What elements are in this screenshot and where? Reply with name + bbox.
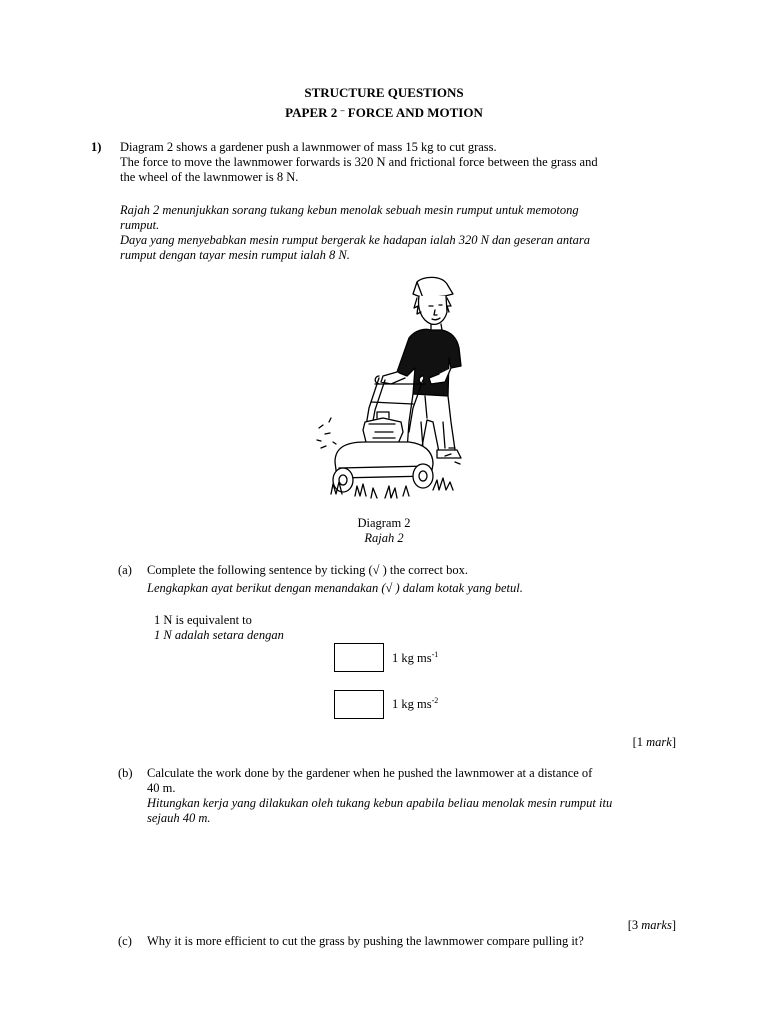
- question-text-ms-line2: rumput.: [120, 218, 160, 232]
- part-a-stem: 1 N is equivalent to: [154, 613, 252, 627]
- option1-label: [392, 651, 438, 666]
- diagram-caption-ms: Rajah 2: [364, 531, 404, 545]
- marks-word: mark: [646, 735, 672, 749]
- part-a-instruction: Complete the following sentence by ticking (√ ) the correct box.: [147, 563, 469, 577]
- title-symbol: –: [340, 106, 345, 115]
- option1-exponent: -1: [431, 650, 439, 659]
- title-line1: STRUCTURE QUESTIONS: [304, 85, 464, 100]
- part-b-ms-line1: Hitungkan kerja yang dilakukan oleh tukang kebun apabila beliau menolak mesin rumput itu: [147, 796, 613, 810]
- paper-subtitle: [0, 103, 768, 120]
- question-text-ms-line3: Daya yang menyebabkan mesin rumput bergerak ke hadapan ialah 320 N dan geseran antara: [120, 233, 590, 247]
- marks-open: [3: [627, 918, 642, 932]
- tick-box-option1[interactable]: [334, 643, 384, 672]
- marks-close: ]: [671, 918, 676, 932]
- part-a-marks: [633, 735, 676, 750]
- option2-exponent: -2: [431, 696, 439, 705]
- marks-open: [1: [632, 735, 647, 749]
- paper-title: [0, 85, 768, 100]
- question-text-ms-line1: Rajah 2 menunjukkan sorang tukang kebun menolak sebuah mesin rumput untuk memotong: [120, 203, 579, 217]
- part-c-label: (c): [118, 934, 132, 948]
- question-number: 1): [91, 140, 102, 154]
- part-b-marks: [628, 918, 676, 933]
- part-c-line1: Why it is more efficient to cut the grass by pushing the lawnmower compare pulling it?: [147, 934, 584, 948]
- tick-box-option2[interactable]: [334, 690, 384, 719]
- part-a-label: (a): [118, 563, 132, 577]
- option2-label: [392, 697, 438, 712]
- gardener-lawnmower-illustration: [305, 272, 475, 504]
- part-b-line2: 40 m.: [147, 781, 176, 795]
- question-text-line2: The force to move the lawnmower forwards is 320 N and frictional force between the grass and: [120, 155, 598, 169]
- option2-base: 1 kg ms: [392, 697, 432, 711]
- part-a-stem-ms: 1 N adalah setara dengan: [154, 628, 284, 642]
- title-prefix: PAPER 2: [285, 105, 338, 120]
- part-b-line1: Calculate the work done by the gardener when he pushed the lawnmower at a distance of: [147, 766, 593, 780]
- part-b-label: (b): [118, 766, 133, 780]
- question-text-ms-line4: rumput dengan tayar mesin rumput ialah 8 N.: [120, 248, 350, 262]
- title-suffix: FORCE AND MOTION: [347, 105, 483, 120]
- part-b-ms-line2: sejauh 40 m.: [147, 811, 211, 825]
- marks-word: marks: [641, 918, 672, 932]
- marks-close: ]: [671, 735, 676, 749]
- option1-base: 1 kg ms: [392, 651, 432, 665]
- diagram-caption: Diagram 2: [357, 516, 411, 530]
- question-text-line1: Diagram 2 shows a gardener push a lawnmower of mass 15 kg to cut grass.: [120, 140, 497, 154]
- question-text-line3: the wheel of the lawnmower is 8 N.: [120, 170, 299, 184]
- part-a-instruction-ms: Lengkapkan ayat berikut dengan menandakan (√ ) dalam kotak yang betul.: [147, 581, 523, 595]
